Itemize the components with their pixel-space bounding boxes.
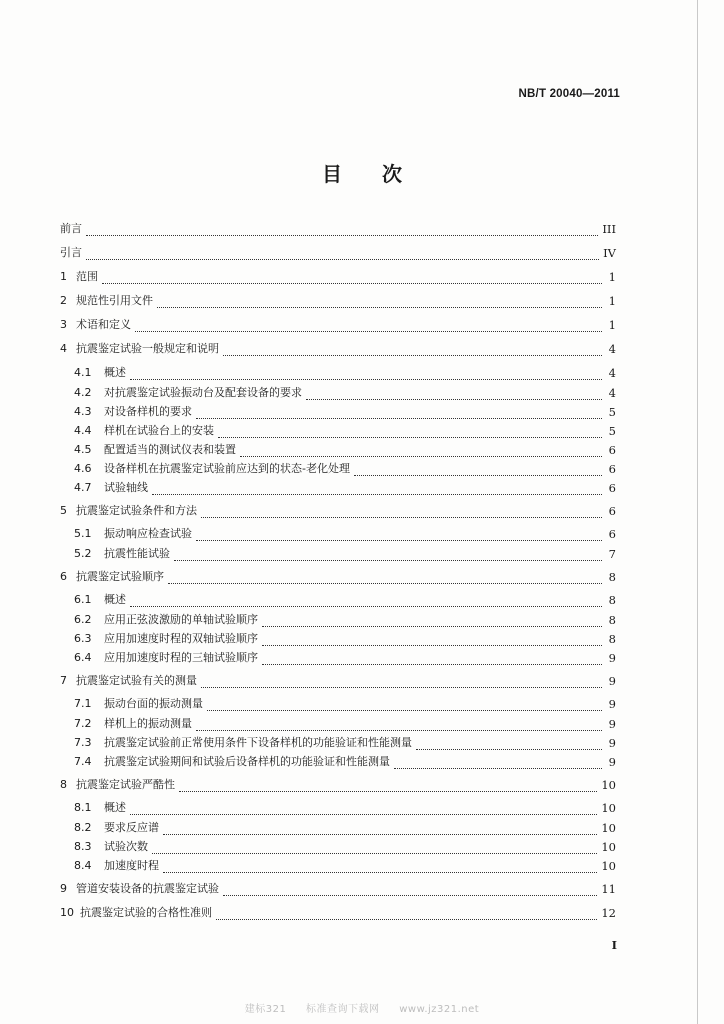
- toc-entry: [60, 498, 616, 518]
- toc-entry-label: 振动响应检查试验: [104, 527, 192, 540]
- toc-leader-dots: [174, 550, 602, 561]
- toc-entry-label: 抗震鉴定试验的合格性准则: [80, 906, 212, 919]
- toc-entry: [60, 216, 616, 236]
- toc-entry-page: 10: [601, 859, 616, 873]
- toc-entry-page: 8: [608, 593, 616, 607]
- toc-entry-label: 试验轴线: [104, 481, 148, 494]
- watermark: [0, 1000, 724, 1015]
- toc-entry-number: 6: [60, 570, 67, 583]
- toc-entry: [60, 587, 616, 607]
- toc-entry-page: 9: [608, 717, 616, 731]
- toc-entry-number: 4.1: [74, 366, 92, 379]
- toc-entry-page: 5: [608, 405, 616, 419]
- toc-leader-dots: [179, 781, 597, 792]
- toc-entry: [60, 668, 616, 688]
- scan-edge-line: [697, 0, 698, 1024]
- toc-entry-page: 10: [601, 801, 616, 815]
- toc-entry-label: 抗震鉴定试验期间和试验后设备样机的功能验证和性能测量: [104, 755, 390, 768]
- toc-entry: [60, 437, 616, 457]
- toc-entry-label: 前言: [60, 222, 82, 235]
- toc-entry-page: 6: [608, 481, 616, 495]
- toc-entry: [60, 900, 616, 920]
- toc-entry-label: 设备样机在抗震鉴定试验前应达到的状态-老化处理: [104, 462, 350, 475]
- toc-entry-number: 4: [60, 342, 67, 355]
- toc-entry: [60, 876, 616, 896]
- toc-entry: [60, 380, 616, 400]
- toc-entry-number: 4.7: [74, 481, 92, 494]
- toc-entry: [60, 645, 616, 665]
- toc-entry-number: 4.6: [74, 462, 92, 475]
- toc-leader-dots: [163, 862, 597, 873]
- toc-entry-number: 6.2: [74, 613, 92, 626]
- toc-entry: [60, 360, 616, 380]
- toc-entry-number: 5.1: [74, 527, 92, 540]
- toc-entry-label: 样机在试验台上的安装: [104, 424, 214, 437]
- toc-entry: [60, 815, 616, 835]
- toc-entry-page: 6: [608, 443, 616, 457]
- toc-entry-number: 4.2: [74, 386, 92, 399]
- toc-entry-label: 应用加速度时程的三轴试验顺序: [104, 651, 258, 664]
- toc-entry-number: 4.5: [74, 443, 92, 456]
- toc-leader-dots: [223, 345, 602, 356]
- watermark-text: 建标321: [244, 1004, 287, 1015]
- toc-entry-number: 8: [60, 778, 67, 791]
- toc-entry-label: 管道安装设备的抗震鉴定试验: [76, 882, 219, 895]
- toc-entry: [60, 541, 616, 561]
- toc-entry-page: 9: [608, 674, 616, 688]
- toc-entry-label: 概述: [104, 801, 126, 814]
- toc-entry-number: 7.4: [74, 755, 92, 768]
- toc-entry-label: 对设备样机的要求: [104, 405, 192, 418]
- toc-leader-dots: [223, 885, 597, 896]
- toc-entry: [60, 399, 616, 419]
- toc-leader-dots: [394, 758, 602, 769]
- toc-entry: [60, 312, 616, 332]
- toc-entry-number: 7.2: [74, 717, 92, 730]
- toc-entry-number: 6.1: [74, 593, 92, 606]
- toc-entry-label: 对抗震鉴定试验振动台及配套设备的要求: [104, 386, 302, 399]
- toc-entry-page: 8: [608, 613, 616, 627]
- toc-entry-page: III: [602, 222, 616, 236]
- toc-entry-number: 2: [60, 294, 67, 307]
- standard-code: NB/T 20040—2011: [518, 88, 620, 100]
- toc-entry: [60, 456, 616, 476]
- toc-entry: [60, 853, 616, 873]
- watermark-text: 标准查询下载网: [306, 1004, 380, 1015]
- toc-leader-dots: [86, 249, 599, 260]
- toc-entry: [60, 834, 616, 854]
- toc-entry-page: 8: [608, 632, 616, 646]
- toc-leader-dots: [135, 321, 602, 332]
- toc-entry-label: 术语和定义: [76, 318, 131, 331]
- toc-leader-dots: [201, 677, 602, 688]
- toc-entry-page: 7: [608, 547, 616, 561]
- toc-entry-number: 7: [60, 674, 67, 687]
- toc-entry-number: 5: [60, 504, 67, 517]
- toc-entry-page: 10: [601, 821, 616, 835]
- toc-entry: [60, 521, 616, 541]
- toc-entry-number: 6.4: [74, 651, 92, 664]
- watermark-text: www.jz321.net: [399, 1004, 480, 1015]
- toc-entry-number: 6.3: [74, 632, 92, 645]
- toc-entry-page: 1: [608, 318, 616, 332]
- toc-entry-label: 试验次数: [104, 840, 148, 853]
- toc-leader-dots: [130, 804, 597, 815]
- toc-entry-label: 抗震性能试验: [104, 547, 170, 560]
- toc-entry-label: 应用加速度时程的双轴试验顺序: [104, 632, 258, 645]
- toc-entry-number: 1: [60, 270, 67, 283]
- toc-entry-label: 抗震鉴定试验一般规定和说明: [76, 342, 219, 355]
- toc-entry-label: 应用正弦波激励的单轴试验顺序: [104, 613, 258, 626]
- toc-entry-label: 规范性引用文件: [76, 294, 153, 307]
- toc-entry-number: 3: [60, 318, 67, 331]
- toc-leader-dots: [157, 297, 602, 308]
- toc-entry-page: 10: [601, 778, 616, 792]
- toc-entry-page: 9: [608, 651, 616, 665]
- toc-leader-dots: [130, 369, 602, 380]
- toc-entry-number: 9: [60, 882, 67, 895]
- toc-entry: [60, 336, 616, 356]
- toc-entry-number: 4.3: [74, 405, 92, 418]
- toc-entry-page: 6: [608, 504, 616, 518]
- toc-entry-page: 6: [608, 527, 616, 541]
- toc-entry: [60, 607, 616, 627]
- toc-entry: [60, 564, 616, 584]
- toc-entry-page: IV: [603, 246, 616, 260]
- toc-entry-label: 配置适当的测试仪表和装置: [104, 443, 236, 456]
- toc-entry-label: 抗震鉴定试验严酷性: [76, 778, 175, 791]
- toc-entry: [60, 772, 616, 792]
- toc-entry-label: 加速度时程: [104, 859, 159, 872]
- toc-entry-page: 4: [608, 342, 616, 356]
- toc-entry-number: 8.3: [74, 840, 92, 853]
- toc-entry-page: 1: [608, 270, 616, 284]
- toc-entry-page: 9: [608, 736, 616, 750]
- toc-leader-dots: [196, 530, 602, 541]
- toc-entry-label: 概述: [104, 593, 126, 606]
- toc-entry-label: 抗震鉴定试验前正常使用条件下设备样机的功能验证和性能测量: [104, 736, 412, 749]
- toc-entry: [60, 795, 616, 815]
- toc-entry-page: 1: [608, 294, 616, 308]
- toc-entry-page: 9: [608, 697, 616, 711]
- toc-entry: [60, 288, 616, 308]
- toc-entry: [60, 418, 616, 438]
- toc-entry-number: 5.2: [74, 547, 92, 560]
- toc-entry-page: 11: [601, 882, 616, 896]
- toc-leader-dots: [86, 225, 598, 236]
- toc-entry-page: 10: [601, 840, 616, 854]
- toc-leader-dots: [168, 573, 602, 584]
- toc-leader-dots: [102, 273, 602, 284]
- toc-entry-number: 10: [60, 906, 74, 919]
- toc-leader-dots: [262, 654, 602, 665]
- toc-entry-number: 7.3: [74, 736, 92, 749]
- toc-entry: [60, 711, 616, 731]
- toc-entry-label: 范围: [76, 270, 98, 283]
- toc-entry: [60, 749, 616, 769]
- toc-entry-label: 样机上的振动测量: [104, 717, 192, 730]
- toc-entry-number: 4.4: [74, 424, 92, 437]
- toc-entry-number: 8.2: [74, 821, 92, 834]
- toc-title: 目次: [322, 162, 442, 186]
- toc-entry-page: 8: [608, 570, 616, 584]
- toc-entry-label: 抗震鉴定试验有关的测量: [76, 674, 197, 687]
- toc-entry-label: 振动台面的振动测量: [104, 697, 203, 710]
- toc-entry: [60, 626, 616, 646]
- toc-entry: [60, 240, 616, 260]
- toc-entry-page: 12: [601, 906, 616, 920]
- toc-entry-page: 4: [608, 366, 616, 380]
- toc-entry: [60, 475, 616, 495]
- toc-leader-dots: [207, 700, 602, 711]
- toc-entry-label: 抗震鉴定试验顺序: [76, 570, 164, 583]
- toc-entry-page: 5: [608, 424, 616, 438]
- toc-leader-dots: [201, 507, 602, 518]
- toc-entry-label: 概述: [104, 366, 126, 379]
- toc-entry-label: 抗震鉴定试验条件和方法: [76, 504, 197, 517]
- toc-entry-page: 6: [608, 462, 616, 476]
- toc-entry: [60, 691, 616, 711]
- toc-entry-number: 7.1: [74, 697, 92, 710]
- toc-entry: [60, 264, 616, 284]
- toc-entry: [60, 730, 616, 750]
- toc-leader-dots: [130, 596, 602, 607]
- toc-entry-number: 8.4: [74, 859, 92, 872]
- toc-entry-label: 引言: [60, 246, 82, 259]
- toc-leader-dots: [152, 484, 602, 495]
- toc-entry-label: 要求反应谱: [104, 821, 159, 834]
- toc-entry-page: 4: [608, 386, 616, 400]
- toc-entry-page: 9: [608, 755, 616, 769]
- page-folio: I: [611, 938, 617, 952]
- toc-entry-number: 8.1: [74, 801, 92, 814]
- toc-leader-dots: [216, 909, 597, 920]
